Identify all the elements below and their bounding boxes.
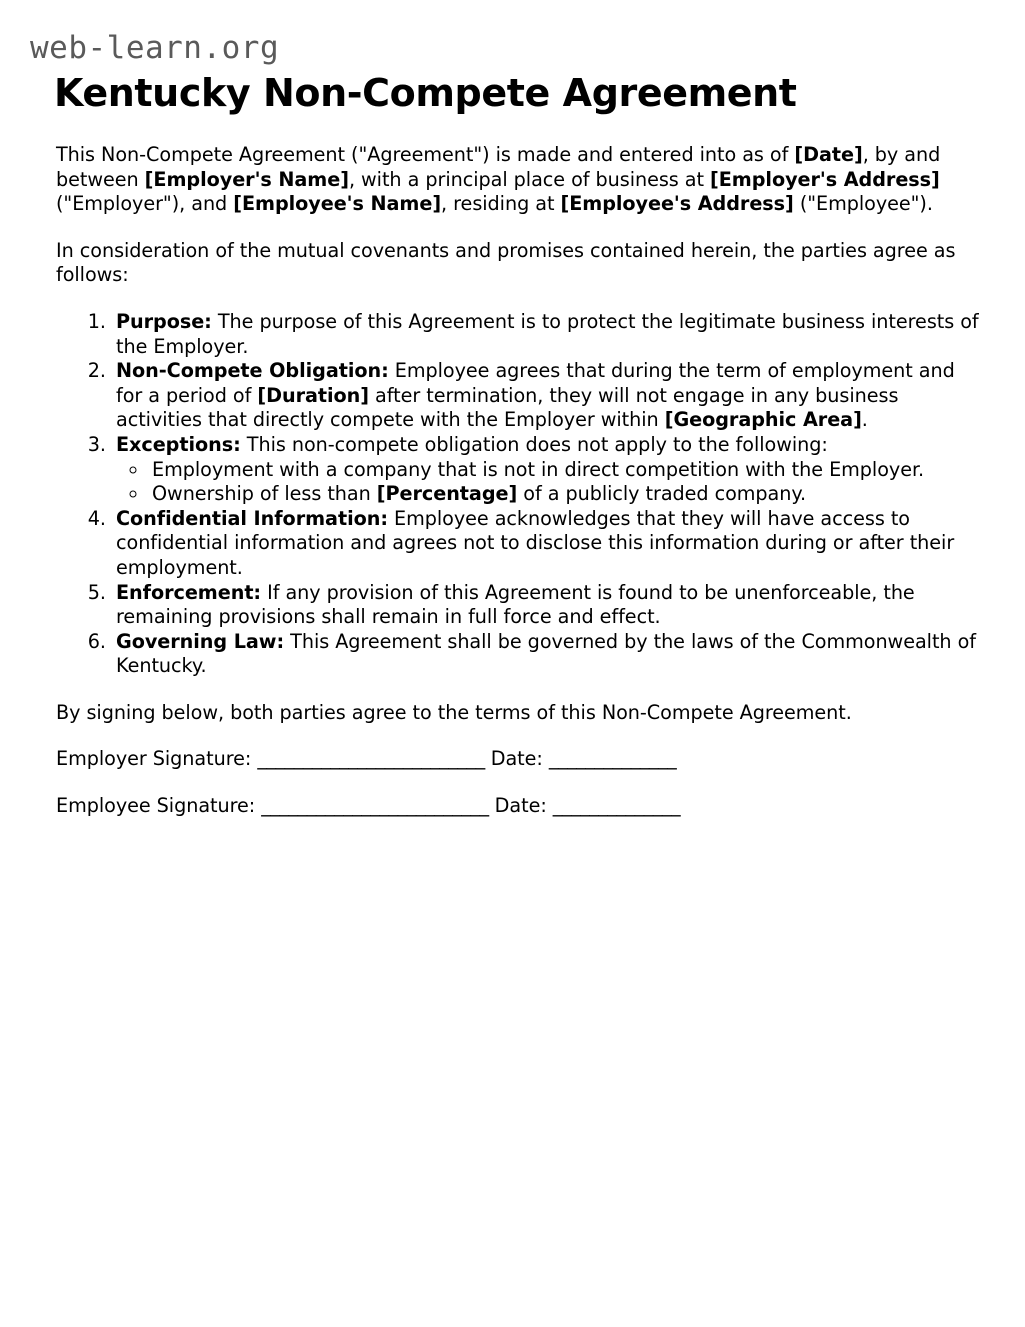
clause-text-governing-law: This Agreement shall be governed by the laws of the Commonwealth of Kentucky. (116, 629, 976, 678)
employer-signature-line (56, 747, 981, 772)
employee-signature-line (56, 794, 981, 819)
employer-date-field[interactable]: ______________ (548, 747, 677, 771)
clause-item-governing-law (112, 630, 981, 679)
employee-signature-label: Employee Signature: (56, 794, 262, 818)
clause-item-non-compete-obligation (112, 359, 981, 433)
duration-placeholder: [Duration] (257, 383, 369, 407)
document-body (56, 143, 981, 819)
clause-text-part-1: Employee agrees that during the term of employment and for a period of (116, 359, 955, 407)
clause-text-enforcement: If any provision of this Agreement is found to be unenforceable, the remaining provisions shall remain in full force and effect. (116, 580, 915, 629)
intro-paragraph-1 (56, 143, 981, 217)
intro-text-4: ("Employer"), and (56, 192, 234, 216)
intro-text-5: , residing at (441, 192, 561, 216)
employee-address-placeholder: [Employee's Address] (560, 192, 794, 216)
clause-item-exceptions (112, 433, 981, 507)
exception-item-employment: ◦ Employment with a company that is not in direct competition with the Employer. (149, 458, 981, 483)
geographic-area-placeholder: [Geographic Area] (664, 408, 862, 432)
clause-text-confidential-information: Employee acknowledges that they will have access to confidential information and agrees not to disclose this information during or after their employment. (116, 506, 955, 579)
employer-signature-field[interactable]: _________________________ (257, 747, 485, 771)
page-title: Kentucky Non-Compete Agreement (54, 71, 797, 115)
clause-heading-enforcement: Enforcement: (116, 580, 262, 604)
intro-text-6: ("Employee"). (793, 192, 933, 216)
exception-item-ownership (149, 482, 981, 507)
employer-date-label: Date: (484, 747, 549, 771)
intro-paragraph-2: In consideration of the mutual covenants and promises contained herein, the parties agree as follows: (56, 238, 956, 287)
site-watermark: web-learn.org (30, 30, 280, 66)
clause-heading-confidential-information: Confidential Information: (116, 506, 388, 530)
employee-date-field[interactable]: ______________ (552, 794, 681, 818)
exception-text-part-2: of a publicly traded company. (517, 482, 806, 506)
employer-signature-label: Employer Signature: (56, 747, 258, 771)
employee-name-placeholder: [Employee's Name] (233, 192, 442, 216)
clause-text-part-2: after termination, they will not engage in any business activities that directly compete with the Employer within (116, 383, 899, 432)
clause-text-purpose: The purpose of this Agreement is to protect the legitimate business interests of the Employer. (116, 309, 979, 358)
exceptions-sub-list (116, 458, 981, 507)
clause-item-enforcement (112, 581, 981, 630)
percentage-placeholder: [Percentage] (376, 482, 518, 506)
clause-heading-governing-law: Governing Law: (116, 629, 285, 653)
clause-text-part-3: . (861, 408, 868, 432)
employer-address-placeholder: [Employer's Address] (710, 167, 940, 191)
employee-signature-field[interactable]: _________________________ (261, 794, 489, 818)
signature-intro: By signing below, both parties agree to the terms of this Non-Compete Agreement. (56, 700, 852, 724)
clause-heading-exceptions: Exceptions: (116, 432, 241, 456)
clause-item-purpose (112, 310, 981, 359)
date-placeholder: [Date] (794, 143, 863, 166)
intro-text-2: , by and between (56, 143, 941, 191)
exception-text-part-1: Ownership of less than (152, 482, 377, 506)
clause-text-exceptions: This non-compete obligation does not apply to the following: (240, 432, 828, 456)
intro-text-3: , with a principal place of business at (348, 167, 711, 191)
clause-list (56, 310, 981, 679)
intro-text-1: This Non-Compete Agreement ("Agreement") is made and entered into as of (56, 143, 795, 166)
employer-name-placeholder: [Employer's Name] (144, 167, 349, 191)
employee-date-label: Date: (488, 794, 553, 818)
clause-heading-non-compete-obligation: Non-Compete Obligation: (116, 359, 389, 383)
clause-item-confidential-information (112, 507, 981, 581)
clause-heading-purpose: Purpose: (116, 309, 212, 333)
